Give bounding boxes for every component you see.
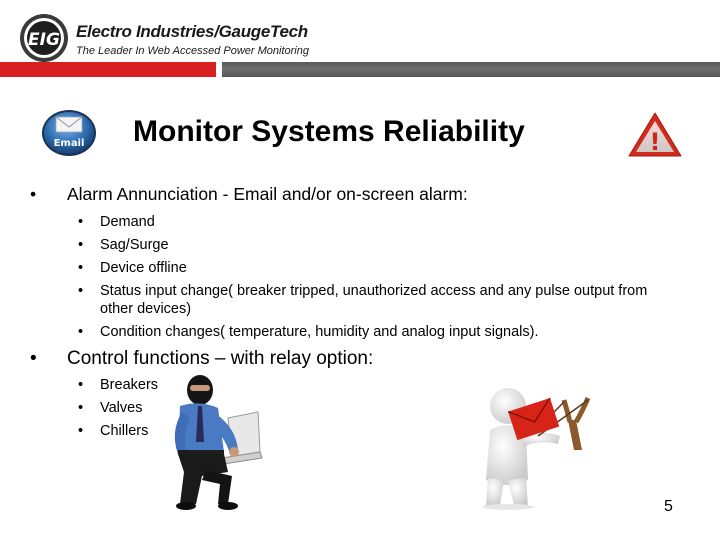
figure-slingshot-email-illustration — [464, 380, 604, 510]
header-bar-red — [0, 62, 216, 77]
brand-tagline: The Leader In Web Accessed Power Monitoring — [76, 45, 309, 57]
sub-bullet-text: Valves — [100, 400, 143, 416]
slide-title: Monitor Systems Reliability — [133, 115, 525, 148]
masked-man-laptop-illustration — [140, 372, 268, 512]
sub-bullet-text: Condition changes( temperature, humidity and analog input signals). — [100, 324, 539, 340]
eig-logo-icon — [18, 12, 70, 64]
page-number: 5 — [664, 498, 673, 515]
sub-bullet-text: Demand — [100, 214, 155, 230]
brand-name: Electro Industries/GaugeTech — [76, 22, 308, 41]
brand-logo — [18, 12, 338, 66]
warning-icon — [626, 110, 684, 160]
sub-bullet-text: Device offline — [100, 260, 187, 276]
sub-bullet-text: Chillers — [100, 423, 149, 439]
sub-bullet-text: Sag/Surge — [100, 237, 169, 253]
logo-letters: EIG — [28, 30, 60, 50]
sub-bullet-text: Status input change( breaker tripped, unauthorized access and any pulse output from other devices) — [100, 283, 648, 317]
email-icon — [40, 108, 98, 158]
sub-bullet-text: Breakers — [100, 377, 159, 393]
email-badge-label: Email — [53, 138, 85, 149]
bullet-dot: • — [30, 184, 37, 204]
warning-symbol: ! — [649, 128, 661, 156]
header-bar-gray — [222, 62, 720, 77]
bullet-dot: • — [30, 348, 37, 369]
bullet-control-text: Control functions – with relay option: — [67, 348, 374, 369]
bullet-alarm-text: Alarm Annunciation - Email and/or on-screen alarm: — [67, 184, 468, 204]
